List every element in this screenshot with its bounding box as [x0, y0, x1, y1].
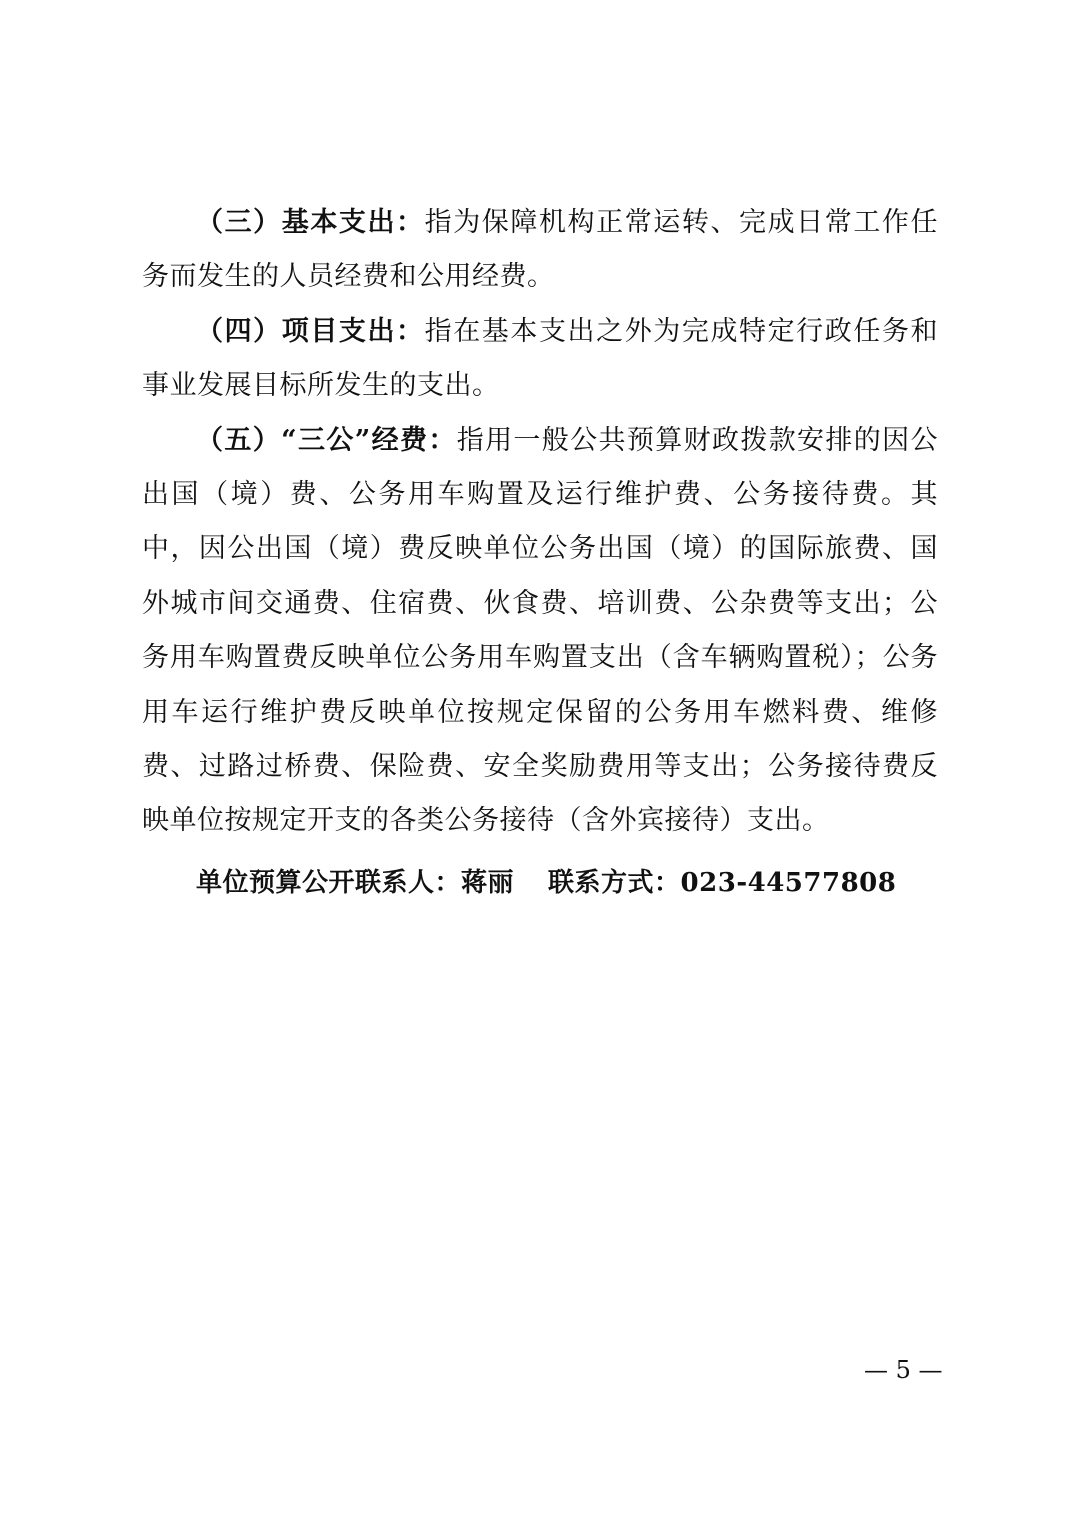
contact-phone: 023-44577808	[680, 868, 897, 898]
page-number: — 5 —	[864, 1356, 943, 1384]
paragraph-text: 指用一般公共预算财政拨款安排的因公出国（境）费、公务用车购置及运行维护费、公务接待费。其中，因公出国（境）费反映单位公务出国（境）的国际旅费、国外城市间交通费、住宿费、伙食费、培训费、公杂费等支出；公务用车购置费反映单位公务用车购置支出（含车辆购置税）；公务用车运行维护费反映单位按规定保留的公务用车燃料费、维修费、过路过桥费、保险费、安全奖励费用等支出；公务接待费反映单位按规定开支的各类公务接待（含外宾接待）支出。	[142, 424, 939, 837]
paragraph-basic-expenditure	[142, 196, 938, 305]
paragraph-three-public-expenses	[142, 414, 938, 849]
paragraph-project-expenditure	[142, 305, 938, 414]
contact-person-label: 单位预算公开联系人：	[196, 868, 462, 898]
paragraph-heading: （三）基本支出：	[196, 207, 425, 238]
contact-method-label: 联系方式：	[548, 868, 681, 898]
contact-line	[196, 862, 896, 899]
paragraph-text: 指在基本支出之外为完成特定行政任务和事业发展目标所发生的支出。	[142, 315, 938, 402]
document-body	[142, 196, 938, 849]
contact-person-name: 蒋丽	[461, 868, 515, 898]
paragraph-heading: （四）项目支出：	[196, 315, 425, 347]
paragraph-text: 指为保障机构正常运转、完成日常工作任务而发生的人员经费和公用经费。	[142, 207, 938, 293]
paragraph-heading: （五）“三公”经费：	[196, 424, 457, 456]
